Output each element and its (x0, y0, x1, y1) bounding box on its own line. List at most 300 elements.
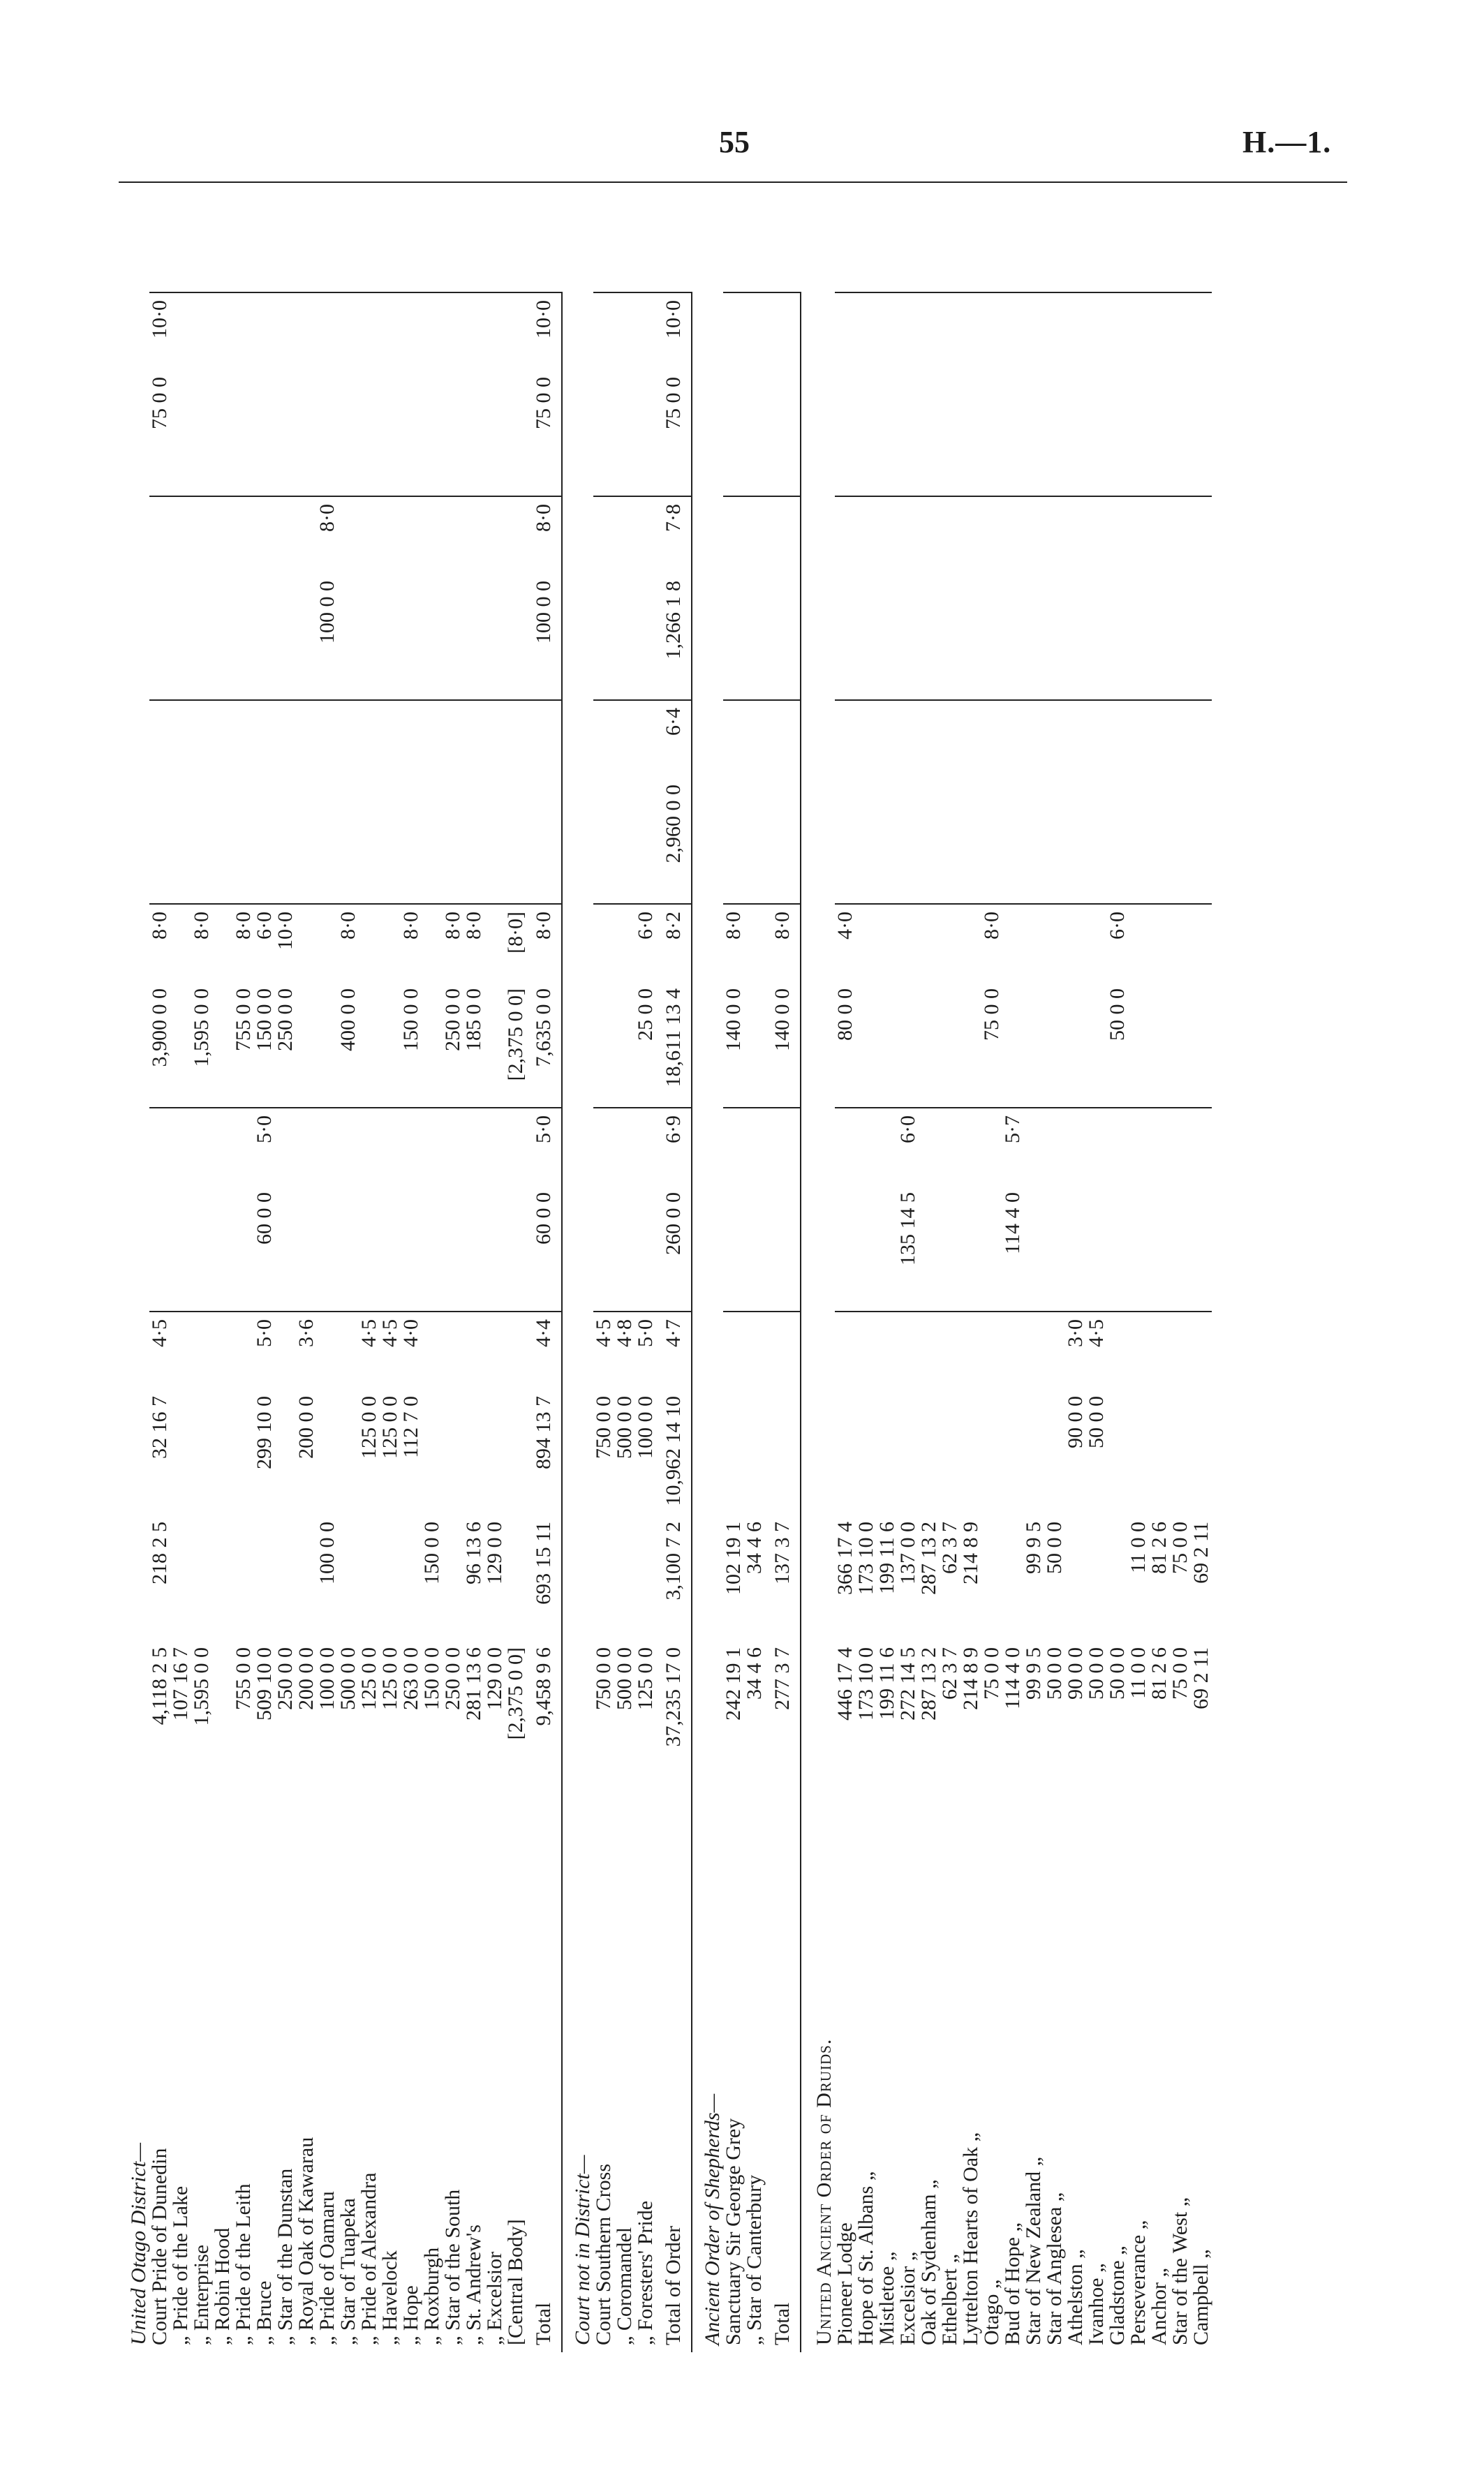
cell-c13 (505, 370, 526, 496)
cell-c1: 150 0 0 (420, 1647, 443, 1710)
cell-c4 (191, 1312, 212, 1389)
cell-c10 (1002, 700, 1023, 778)
cell-c11 (1149, 574, 1170, 700)
cell-c7 (170, 981, 191, 1108)
cell-c13 (744, 370, 765, 496)
cell-c6 (877, 1108, 898, 1185)
cell-c14 (856, 292, 877, 370)
society-name: „ Pride of the Lake (169, 2185, 192, 2345)
cell-c11 (443, 574, 463, 700)
cell-c6 (233, 1108, 254, 1185)
cell-c2: 199 11 6 (875, 1522, 898, 1594)
cell-c6: 6·0 (898, 1108, 919, 1185)
cell-c5 (275, 1185, 296, 1312)
cell-c2: 100 0 0 (316, 1522, 339, 1584)
total-c12 (765, 496, 801, 574)
total-c8: 8·2 (656, 904, 692, 981)
cell-c8: 4·0 (835, 904, 856, 981)
cell-c11 (463, 574, 484, 700)
society-name: Court Southern Cross (592, 2163, 615, 2345)
society-name: Bud of Hope „ (1001, 2222, 1024, 2345)
cell-c13 (940, 370, 960, 496)
cell-c7: 250 0 0 (274, 988, 297, 1051)
cell-c5 (422, 1185, 443, 1312)
cell-c13 (1065, 370, 1086, 496)
total-c2: 3,100 7 2 (656, 1515, 692, 1640)
cell-c10 (593, 700, 614, 778)
cell-c5 (1149, 1185, 1170, 1312)
cell-c13 (614, 370, 635, 496)
cell-c9 (635, 778, 656, 904)
cell-c7: 140 0 0 (722, 988, 745, 1051)
cell-c9 (149, 778, 170, 904)
cell-c3 (877, 1389, 898, 1515)
cell-c8 (1170, 904, 1191, 981)
cell-c1: 509 10 0 (253, 1647, 276, 1721)
society-name: „ Hope (399, 2285, 422, 2345)
cell-c10 (338, 700, 359, 778)
cell-c5 (359, 1185, 380, 1312)
total-c6: 6·9 (656, 1108, 692, 1185)
cell-c3 (960, 1389, 981, 1515)
cell-c2: 99 9 5 (1022, 1522, 1045, 1574)
cell-c11 (1107, 574, 1128, 700)
cell-c12 (484, 496, 505, 574)
cell-c9 (191, 778, 212, 904)
table-row (1002, 292, 1023, 2352)
total-c8: 8·0 (765, 904, 801, 981)
cell-c3 (212, 1389, 233, 1515)
cell-c1: 125 0 0 (378, 1647, 401, 1710)
cell-c5 (593, 1185, 614, 1312)
cell-c2: 287 13 2 (917, 1522, 940, 1595)
cell-c6 (981, 1108, 1002, 1185)
cell-c10 (484, 700, 505, 778)
cell-c9 (1044, 778, 1065, 904)
cell-c7: 1,595 0 0 (190, 988, 213, 1067)
cell-c11 (1065, 574, 1086, 700)
cell-c14 (635, 292, 656, 370)
table-row (212, 292, 233, 2352)
cell-c3 (898, 1389, 919, 1515)
cell-c3 (1191, 1389, 1212, 1515)
cell-c2: 11 0 0 (1127, 1522, 1150, 1573)
cell-c6 (614, 1108, 635, 1185)
society-name: „ Roxburgh (420, 2247, 443, 2345)
table-row (1149, 292, 1170, 2352)
cell-c2: 129 0 0 (483, 1522, 506, 1584)
cell-c1: 272 14 5 (896, 1647, 919, 1721)
cell-c2: 137 0 0 (896, 1522, 919, 1584)
cell-c6 (1044, 1108, 1065, 1185)
cell-c6 (505, 1108, 526, 1185)
table-row (338, 292, 359, 2352)
cell-c7: 150 0 0 (253, 988, 276, 1051)
table-row (593, 292, 614, 2352)
cell-c2: 69 2 11 (1189, 1522, 1212, 1584)
cell-c4: 4·0 (401, 1312, 422, 1389)
cell-c7: 400 0 0 (336, 988, 359, 1051)
table-row (1170, 292, 1191, 2352)
society-name: „ Robin Hood (211, 2227, 234, 2345)
cell-c6 (1191, 1108, 1212, 1185)
cell-c11 (170, 574, 191, 700)
society-name: Star of the West „ (1168, 2197, 1192, 2345)
total-row (526, 292, 562, 2352)
total-c13: 75 0 0 (656, 370, 692, 496)
cell-c7 (1002, 981, 1023, 1108)
cell-c5 (1191, 1185, 1212, 1312)
cell-c9 (1128, 778, 1149, 904)
total-c12: 7·8 (656, 496, 692, 574)
table-row (877, 292, 898, 2352)
cell-c13 (401, 370, 422, 496)
cell-c10 (317, 700, 338, 778)
cell-c12 (744, 496, 765, 574)
cell-c4 (1149, 1312, 1170, 1389)
cell-c4 (484, 1312, 505, 1389)
cell-c5 (919, 1185, 940, 1312)
cell-c3 (919, 1389, 940, 1515)
cell-c5 (835, 1185, 856, 1312)
cell-c1: 173 10 0 (854, 1647, 877, 1721)
cell-c4 (981, 1312, 1002, 1389)
cell-c4 (233, 1312, 254, 1389)
cell-c3 (1107, 1389, 1128, 1515)
cell-c7: 3,900 0 0 (148, 988, 171, 1067)
cell-c14: 10·0 (149, 292, 170, 370)
cell-c2: 34 4 6 (743, 1522, 766, 1574)
cell-c7 (940, 981, 960, 1108)
cell-c2 (191, 1515, 212, 1640)
cell-c4: 3·0 (1065, 1312, 1086, 1389)
cell-c5 (505, 1185, 526, 1312)
cell-c6 (401, 1108, 422, 1185)
cell-c5 (635, 1185, 656, 1312)
cell-c9 (296, 778, 317, 904)
society-name: „ Enterprise (190, 2244, 213, 2345)
cell-c4 (835, 1312, 856, 1389)
cell-c10 (380, 700, 401, 778)
cell-c5 (401, 1185, 422, 1312)
total-c14: 10·0 (656, 292, 692, 370)
cell-c4 (1128, 1312, 1149, 1389)
cell-c7 (593, 981, 614, 1108)
cell-c4 (1191, 1312, 1212, 1389)
cell-c10 (422, 700, 443, 778)
cell-c8: 6·0 (1107, 904, 1128, 981)
cell-c11 (149, 574, 170, 700)
cell-c9 (856, 778, 877, 904)
cell-c1: 242 19 1 (722, 1647, 745, 1721)
cell-c1: 62 3 7 (938, 1647, 961, 1700)
cell-c7 (614, 981, 635, 1108)
table-row (380, 292, 401, 2352)
cell-c4 (317, 1312, 338, 1389)
cell-c6: 5·0 (254, 1108, 275, 1185)
cell-c1: 500 0 0 (613, 1647, 636, 1710)
cell-c13 (723, 370, 744, 496)
cell-c14 (380, 292, 401, 370)
cell-c8: 8·0 (233, 904, 254, 981)
society-name: „ Star of the South (441, 2189, 464, 2345)
table-row (443, 292, 463, 2352)
cell-c14 (960, 292, 981, 370)
cell-c6 (960, 1108, 981, 1185)
cell-c9 (170, 778, 191, 904)
society-name: „ Pride of Oamaru (316, 2191, 339, 2345)
cell-c13 (1044, 370, 1065, 496)
cell-c2 (443, 1515, 463, 1640)
cell-c13 (191, 370, 212, 496)
cell-c1: 750 0 0 (592, 1647, 615, 1710)
cell-c14 (463, 292, 484, 370)
cell-c5 (1044, 1185, 1065, 1312)
table-row (960, 292, 981, 2352)
cell-c13 (443, 370, 463, 496)
cell-c4 (723, 1312, 744, 1389)
cell-c7 (1149, 981, 1170, 1108)
cell-c14 (1191, 292, 1212, 370)
cell-c3: 200 0 0 (295, 1396, 318, 1459)
cell-c2 (170, 1515, 191, 1640)
cell-c7 (919, 981, 940, 1108)
total-c9: 2,960 0 0 (656, 778, 692, 904)
cell-c9 (317, 778, 338, 904)
cell-c10 (1149, 700, 1170, 778)
cell-c5 (614, 1185, 635, 1312)
cell-c13 (380, 370, 401, 496)
total-c1: 9,458 9 6 (526, 1640, 562, 1766)
cell-c1: 287 13 2 (917, 1647, 940, 1721)
society-name: Star of New Zealand „ (1022, 2157, 1045, 2345)
cell-c4 (275, 1312, 296, 1389)
cell-c10 (856, 700, 877, 778)
society-name: Mistletoe „ (875, 2251, 898, 2345)
cell-c5 (1023, 1185, 1044, 1312)
cell-c9 (443, 778, 463, 904)
society-name: Lyttelton Hearts of Oak „ (959, 2132, 982, 2345)
cell-c5 (338, 1185, 359, 1312)
cell-c10 (233, 700, 254, 778)
cell-c11 (856, 574, 877, 700)
cell-c6 (919, 1108, 940, 1185)
cell-c11 (233, 574, 254, 700)
cell-c1: 100 0 0 (316, 1647, 339, 1710)
total-c3 (765, 1389, 801, 1515)
table-row (1023, 292, 1044, 2352)
total-c12: 8·0 (526, 496, 562, 574)
cell-c7: 50 0 0 (1106, 988, 1129, 1041)
cell-c2 (233, 1515, 254, 1640)
cell-c12 (338, 496, 359, 574)
table-row (233, 292, 254, 2352)
cell-c4 (505, 1312, 526, 1389)
cell-c6 (635, 1108, 656, 1185)
cell-c3 (835, 1389, 856, 1515)
society-name: Hope of St. Albans „ (854, 2171, 877, 2345)
society-name: „ Havelock (378, 2250, 401, 2345)
cell-c5 (170, 1185, 191, 1312)
cell-c11 (723, 574, 744, 700)
cell-c1: 50 0 0 (1043, 1647, 1066, 1700)
cell-c8 (317, 904, 338, 981)
total-c6: 5·0 (526, 1108, 562, 1185)
cell-c6 (723, 1108, 744, 1185)
cell-c10 (170, 700, 191, 778)
cell-c4 (443, 1312, 463, 1389)
cell-c5 (463, 1185, 484, 1312)
cell-c12 (149, 496, 170, 574)
cell-c1: 50 0 0 (1085, 1647, 1108, 1700)
cell-c6 (1065, 1108, 1086, 1185)
table-row (1065, 292, 1086, 2352)
cell-c13 (1191, 370, 1212, 496)
cell-c6 (380, 1108, 401, 1185)
cell-c10 (1107, 700, 1128, 778)
cell-c10 (149, 700, 170, 778)
cell-c4: 5·0 (635, 1312, 656, 1389)
cell-c2: 150 0 0 (420, 1522, 443, 1584)
cell-c9 (463, 778, 484, 904)
cell-c10 (723, 700, 744, 778)
cell-c3 (443, 1389, 463, 1515)
total-c14 (765, 292, 801, 370)
cell-c7: 80 0 0 (833, 988, 856, 1041)
cell-c5 (723, 1185, 744, 1312)
cell-c13 (1086, 370, 1107, 496)
cell-c10 (744, 700, 765, 778)
cell-c14 (317, 292, 338, 370)
cell-c2 (296, 1515, 317, 1640)
cell-c6 (1107, 1108, 1128, 1185)
top-rule (119, 181, 1347, 183)
table-row (505, 292, 526, 2352)
cell-c8 (212, 904, 233, 981)
cell-c5 (212, 1185, 233, 1312)
cell-c9 (877, 778, 898, 904)
cell-c8: 8·0 (191, 904, 212, 981)
cell-c4 (212, 1312, 233, 1389)
cell-c13 (1170, 370, 1191, 496)
table-row (149, 292, 170, 2352)
cell-c9 (233, 778, 254, 904)
cell-c5 (191, 1185, 212, 1312)
cell-c12 (1002, 496, 1023, 574)
cell-c5 (1107, 1185, 1128, 1312)
cell-c9 (981, 778, 1002, 904)
cell-c4 (898, 1312, 919, 1389)
table-row (744, 292, 765, 2352)
cell-c7 (1170, 981, 1191, 1108)
cell-c3 (338, 1389, 359, 1515)
cell-c7: 250 0 0 (441, 988, 464, 1051)
cell-c3: 299 10 0 (253, 1396, 276, 1469)
cell-c2 (359, 1515, 380, 1640)
cell-c14 (1065, 292, 1086, 370)
cell-c12 (212, 496, 233, 574)
cell-c8 (1023, 904, 1044, 981)
society-name: „ Star of Canterbury (743, 2174, 766, 2345)
cell-c6 (422, 1108, 443, 1185)
total-c5: 60 0 0 (526, 1185, 562, 1312)
cell-c14 (275, 292, 296, 370)
cell-c13 (960, 370, 981, 496)
cell-c8 (1149, 904, 1170, 981)
cell-c9 (960, 778, 981, 904)
cell-c8 (1086, 904, 1107, 981)
cell-c7: 185 0 0 (462, 988, 485, 1051)
cell-c12 (1149, 496, 1170, 574)
cell-c2 (614, 1515, 635, 1640)
cell-c5 (981, 1185, 1002, 1312)
cell-c14 (898, 292, 919, 370)
cell-c13 (835, 370, 856, 496)
cell-c10 (919, 700, 940, 778)
cell-c10 (505, 700, 526, 778)
cell-c3: 32 16 7 (148, 1396, 171, 1459)
cell-c14 (1044, 292, 1065, 370)
cell-c1: 75 0 0 (1168, 1647, 1192, 1700)
cell-c9 (614, 778, 635, 904)
society-name: Oak of Sydenham „ (917, 2179, 940, 2345)
cell-c12 (877, 496, 898, 574)
cell-c1 (212, 1640, 233, 1766)
cell-c3 (1128, 1389, 1149, 1515)
cell-c10 (960, 700, 981, 778)
cell-c8: 8·0 (723, 904, 744, 981)
table-body (119, 292, 1212, 2352)
cell-c7 (380, 981, 401, 1108)
cell-c3 (744, 1389, 765, 1515)
cell-c8: 6·0 (254, 904, 275, 981)
cell-c6 (593, 1108, 614, 1185)
cell-c3 (505, 1389, 526, 1515)
cell-c4: 3·6 (296, 1312, 317, 1389)
cell-c13 (1107, 370, 1128, 496)
total-c1: 277 3 7 (765, 1640, 801, 1766)
cell-c3: 125 0 0 (378, 1396, 401, 1459)
cell-c10 (940, 700, 960, 778)
total-c13 (765, 370, 801, 496)
section-heading: United Ancient Order of Druids. (813, 2038, 836, 2345)
cell-c11 (919, 574, 940, 700)
total-c11: 1,266 1 8 (656, 574, 692, 700)
cell-c8 (1128, 904, 1149, 981)
cell-c11 (877, 574, 898, 700)
cell-c14 (1128, 292, 1149, 370)
cell-c10 (212, 700, 233, 778)
table-row (1191, 292, 1212, 2352)
table-row (1107, 292, 1128, 2352)
cell-c5 (380, 1185, 401, 1312)
cell-c6 (317, 1108, 338, 1185)
cell-c11 (1002, 574, 1023, 700)
cell-c6 (296, 1108, 317, 1185)
cell-c6 (212, 1108, 233, 1185)
cell-c2: 50 0 0 (1043, 1522, 1066, 1574)
cell-c8: 8·0 (149, 904, 170, 981)
cell-c7 (1191, 981, 1212, 1108)
cell-c2 (981, 1515, 1002, 1640)
cell-c13: 75 0 0 (148, 377, 171, 429)
cell-c1: 281 13 6 (462, 1647, 485, 1721)
cell-c10 (1023, 700, 1044, 778)
cell-c14 (422, 292, 443, 370)
cell-c4 (463, 1312, 484, 1389)
cell-c11 (1044, 574, 1065, 700)
cell-c8 (422, 904, 443, 981)
